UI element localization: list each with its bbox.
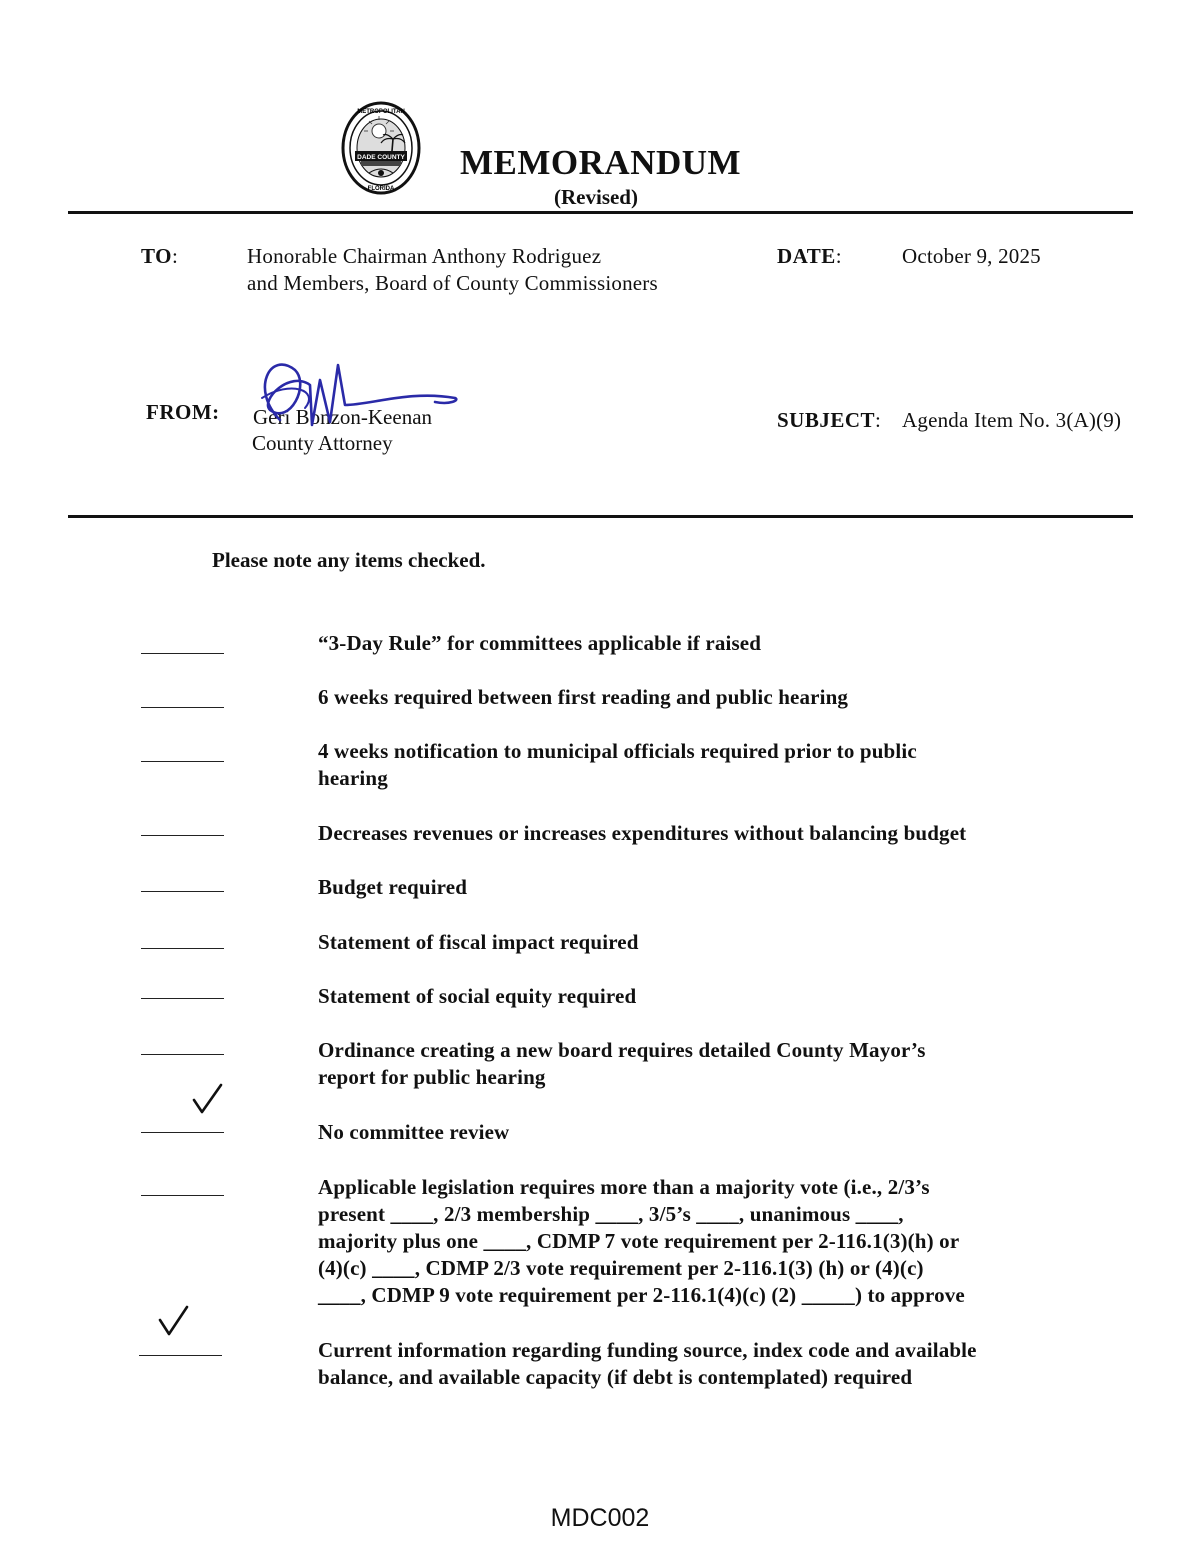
memo-subtitle: (Revised) [554, 185, 638, 209]
checklist-item-social-equity: Statement of social equity required [318, 984, 637, 1008]
checkbox-line[interactable] [141, 948, 224, 949]
checkbox-line[interactable] [141, 998, 224, 999]
checkbox-line[interactable] [141, 1195, 224, 1196]
checklist-item-4-weeks: 4 weeks notification to municipal officials required prior to public hearing [318, 739, 917, 790]
header-divider [68, 211, 1133, 214]
seal-top-text: METROPOLITAN [357, 109, 405, 115]
checkbox-line[interactable] [141, 761, 224, 762]
checkmark-icon [156, 1304, 192, 1340]
checklist-item-budget: Budget required [318, 875, 468, 899]
from-name: Geri Bonzon-Keenan [253, 405, 433, 429]
checkmark-icon [190, 1082, 226, 1118]
to-line-2: and Members, Board of County Commissioners [247, 271, 658, 295]
seal-band-text: DADE COUNTY [357, 154, 405, 161]
checklist-item-no-committee-review: No committee review [318, 1120, 510, 1144]
checklist-item-3-day-rule: “3-Day Rule” for committees applicable if raised [318, 631, 762, 655]
checkbox-line[interactable] [141, 891, 224, 892]
checklist-item-new-board: Ordinance creating a new board requires detailed County Mayor’s report for public hearing [318, 1038, 926, 1089]
subject-label: SUBJECT: [777, 408, 882, 432]
memo-title: MEMORANDUM [460, 143, 742, 182]
to-label: TO: [141, 244, 179, 268]
date-value: October 9, 2025 [902, 244, 1041, 268]
checkbox-line[interactable] [141, 707, 224, 708]
seal-bottom-text: FLORIDA [367, 186, 395, 192]
checklist-item-funding-source: Current information regarding funding source, index code and available balance, and available capacity (if debt is contemplated) required [318, 1338, 977, 1389]
checklist-item-majority-vote: Applicable legislation requires more than a majority vote (i.e., 2/3’s present ____, 2/3 membership ____, 3/5’s ____, unanimous ____, majority plus one ____, CDMP 7 vote requirement per 2-116.1(3)(h) or (4)(c) ____, CDMP 2/3 vote requirement per 2-116.1(3) (h) or (4)(c) ____, CDMP 9 vote requirement per 2-116.1(4)(c) (2) _____) to approve [318, 1175, 965, 1307]
checklist-item-fiscal-impact: Statement of fiscal impact required [318, 930, 639, 954]
checklist-item-6-weeks: 6 weeks required between first reading and public hearing [318, 685, 849, 709]
signature-image [250, 350, 465, 440]
from-title: County Attorney [252, 431, 393, 455]
county-seal-logo [341, 101, 421, 195]
date-label: DATE: [777, 244, 842, 268]
checkbox-line[interactable] [141, 653, 224, 654]
checkbox-line[interactable] [141, 1054, 224, 1055]
to-line-1: Honorable Chairman Anthony Rodriguez [247, 244, 602, 268]
subject-divider [68, 515, 1133, 518]
checkbox-line[interactable] [141, 1132, 224, 1133]
from-label: FROM: [146, 400, 220, 424]
checkbox-line[interactable] [141, 835, 224, 836]
instruction-note: Please note any items checked. [212, 548, 486, 572]
document-code: MDC002 [550, 1504, 650, 1532]
subject-value: Agenda Item No. 3(A)(9) [902, 408, 1122, 432]
checklist-item-revenues: Decreases revenues or increases expenditures without balancing budget [318, 821, 967, 845]
checkbox-line[interactable] [139, 1355, 222, 1356]
